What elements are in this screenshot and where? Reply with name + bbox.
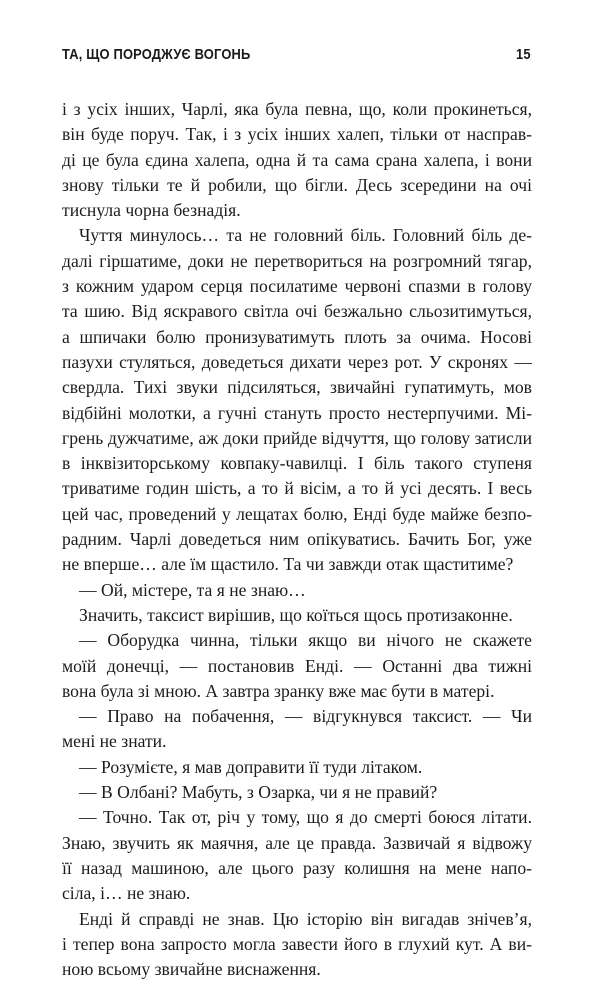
text-line: — Ой, містере, та я не знаю…	[79, 579, 306, 600]
text-line: радним. Чарлі доведеться ним опікуватись. Бачить Бог, уже	[62, 529, 532, 550]
text-line: пазухи стуляться, доведеться дихати через рот. У скронях —	[62, 351, 532, 372]
text-line: та шию. Від яскравого світла очі безжально сльозитимуться,	[62, 301, 532, 322]
text-line: з кожним ударом серця посилатиме червоні спазми в голову	[62, 276, 532, 297]
text-line: моїй донечці, — постановив Енді. — Останні два тижні	[62, 655, 532, 676]
text-line: — Оборудка чинна, тільки якщо ви нічого не скажете	[79, 630, 532, 651]
running-head	[62, 46, 531, 70]
text-line: триватиме годин шість, а то й вісім, а то й усі десять. І весь	[62, 478, 532, 499]
text-line: вона була зі мною. А завтра зранку вже має бути в матері.	[62, 680, 495, 701]
body-text	[62, 97, 532, 982]
text-line: він буде поруч. Так, і з усіх інших халеп, тільки от насправ-	[62, 124, 532, 145]
text-line: сіла, і… не знаю.	[62, 883, 191, 904]
text-line: Значить, таксист вирішив, що коїться щось протизаконне.	[79, 604, 513, 625]
text-line: і з усіх інших, Чарлі, яка була певна, що, коли прокинеться,	[62, 99, 532, 119]
page-number: 15	[515, 46, 531, 63]
text-line: тиснула чорна безнадія.	[62, 200, 241, 221]
text-line: відбійні молотки, а гучні стануть просто нестерпучими. Мі-	[62, 402, 532, 423]
text-line: — Право на побачення, — відгукнувся таксист. — Чи	[79, 706, 532, 727]
text-line: — Точно. Так от, річ у тому, що я до смерті боюся літати.	[79, 807, 532, 828]
text-line: цей час, проведений у лещатах болю, Енді буде майже безпо-	[62, 503, 532, 524]
text-line: її назад машиною, але цього разу колишня на мене напо-	[62, 857, 532, 878]
text-line: свердла. Тихі звуки підсиляться, звичайні гупатимуть, мов	[62, 377, 532, 398]
text-line: Знаю, звучить як маячня, але це правда. Зазвичай я відвожу	[62, 832, 532, 853]
text-line: далі гіршатиме, доки не перетвориться на розгромний тягар,	[62, 250, 532, 271]
text-line: а шпичаки болю пронизуватимуть плоть за очима. Носові	[62, 326, 532, 347]
text-line: грень дужчатиме, аж доки прийде відчуття, що голову затисли	[62, 427, 532, 448]
text-line: в інквізиторському ковпаку-чавилці. І біль такого ступеня	[62, 453, 532, 474]
text-line: Енді й справді не знав. Цю історію він вигадав знічев’я,	[79, 908, 532, 929]
running-title: ТА, ЩО ПОРОДЖУЄ ВОГОНЬ	[62, 46, 251, 63]
text-line: мені не знати.	[62, 731, 167, 752]
text-line: Чуття минулось… та не головний біль. Головний біль де-	[79, 225, 532, 246]
text-line: і тепер вона запросто могла завести його в глухий кут. А ви-	[62, 933, 532, 954]
text-line: ді це була єдина халепа, одна й та сама срана халепа, і вони	[62, 149, 532, 170]
text-line: — Розумієте, я мав доправити її туди літаком.	[79, 756, 423, 777]
text-line: ною всьому звичайне виснаження.	[62, 959, 321, 980]
text-line: не вперше… але їм щастило. Та чи завжди отак щаститиме?	[62, 554, 514, 575]
text-line: знову тільки те й робили, що бігли. Десь зсередини на очі	[62, 174, 532, 195]
text-line: — В Олбані? Мабуть, з Озарка, чи я не правий?	[79, 782, 438, 803]
